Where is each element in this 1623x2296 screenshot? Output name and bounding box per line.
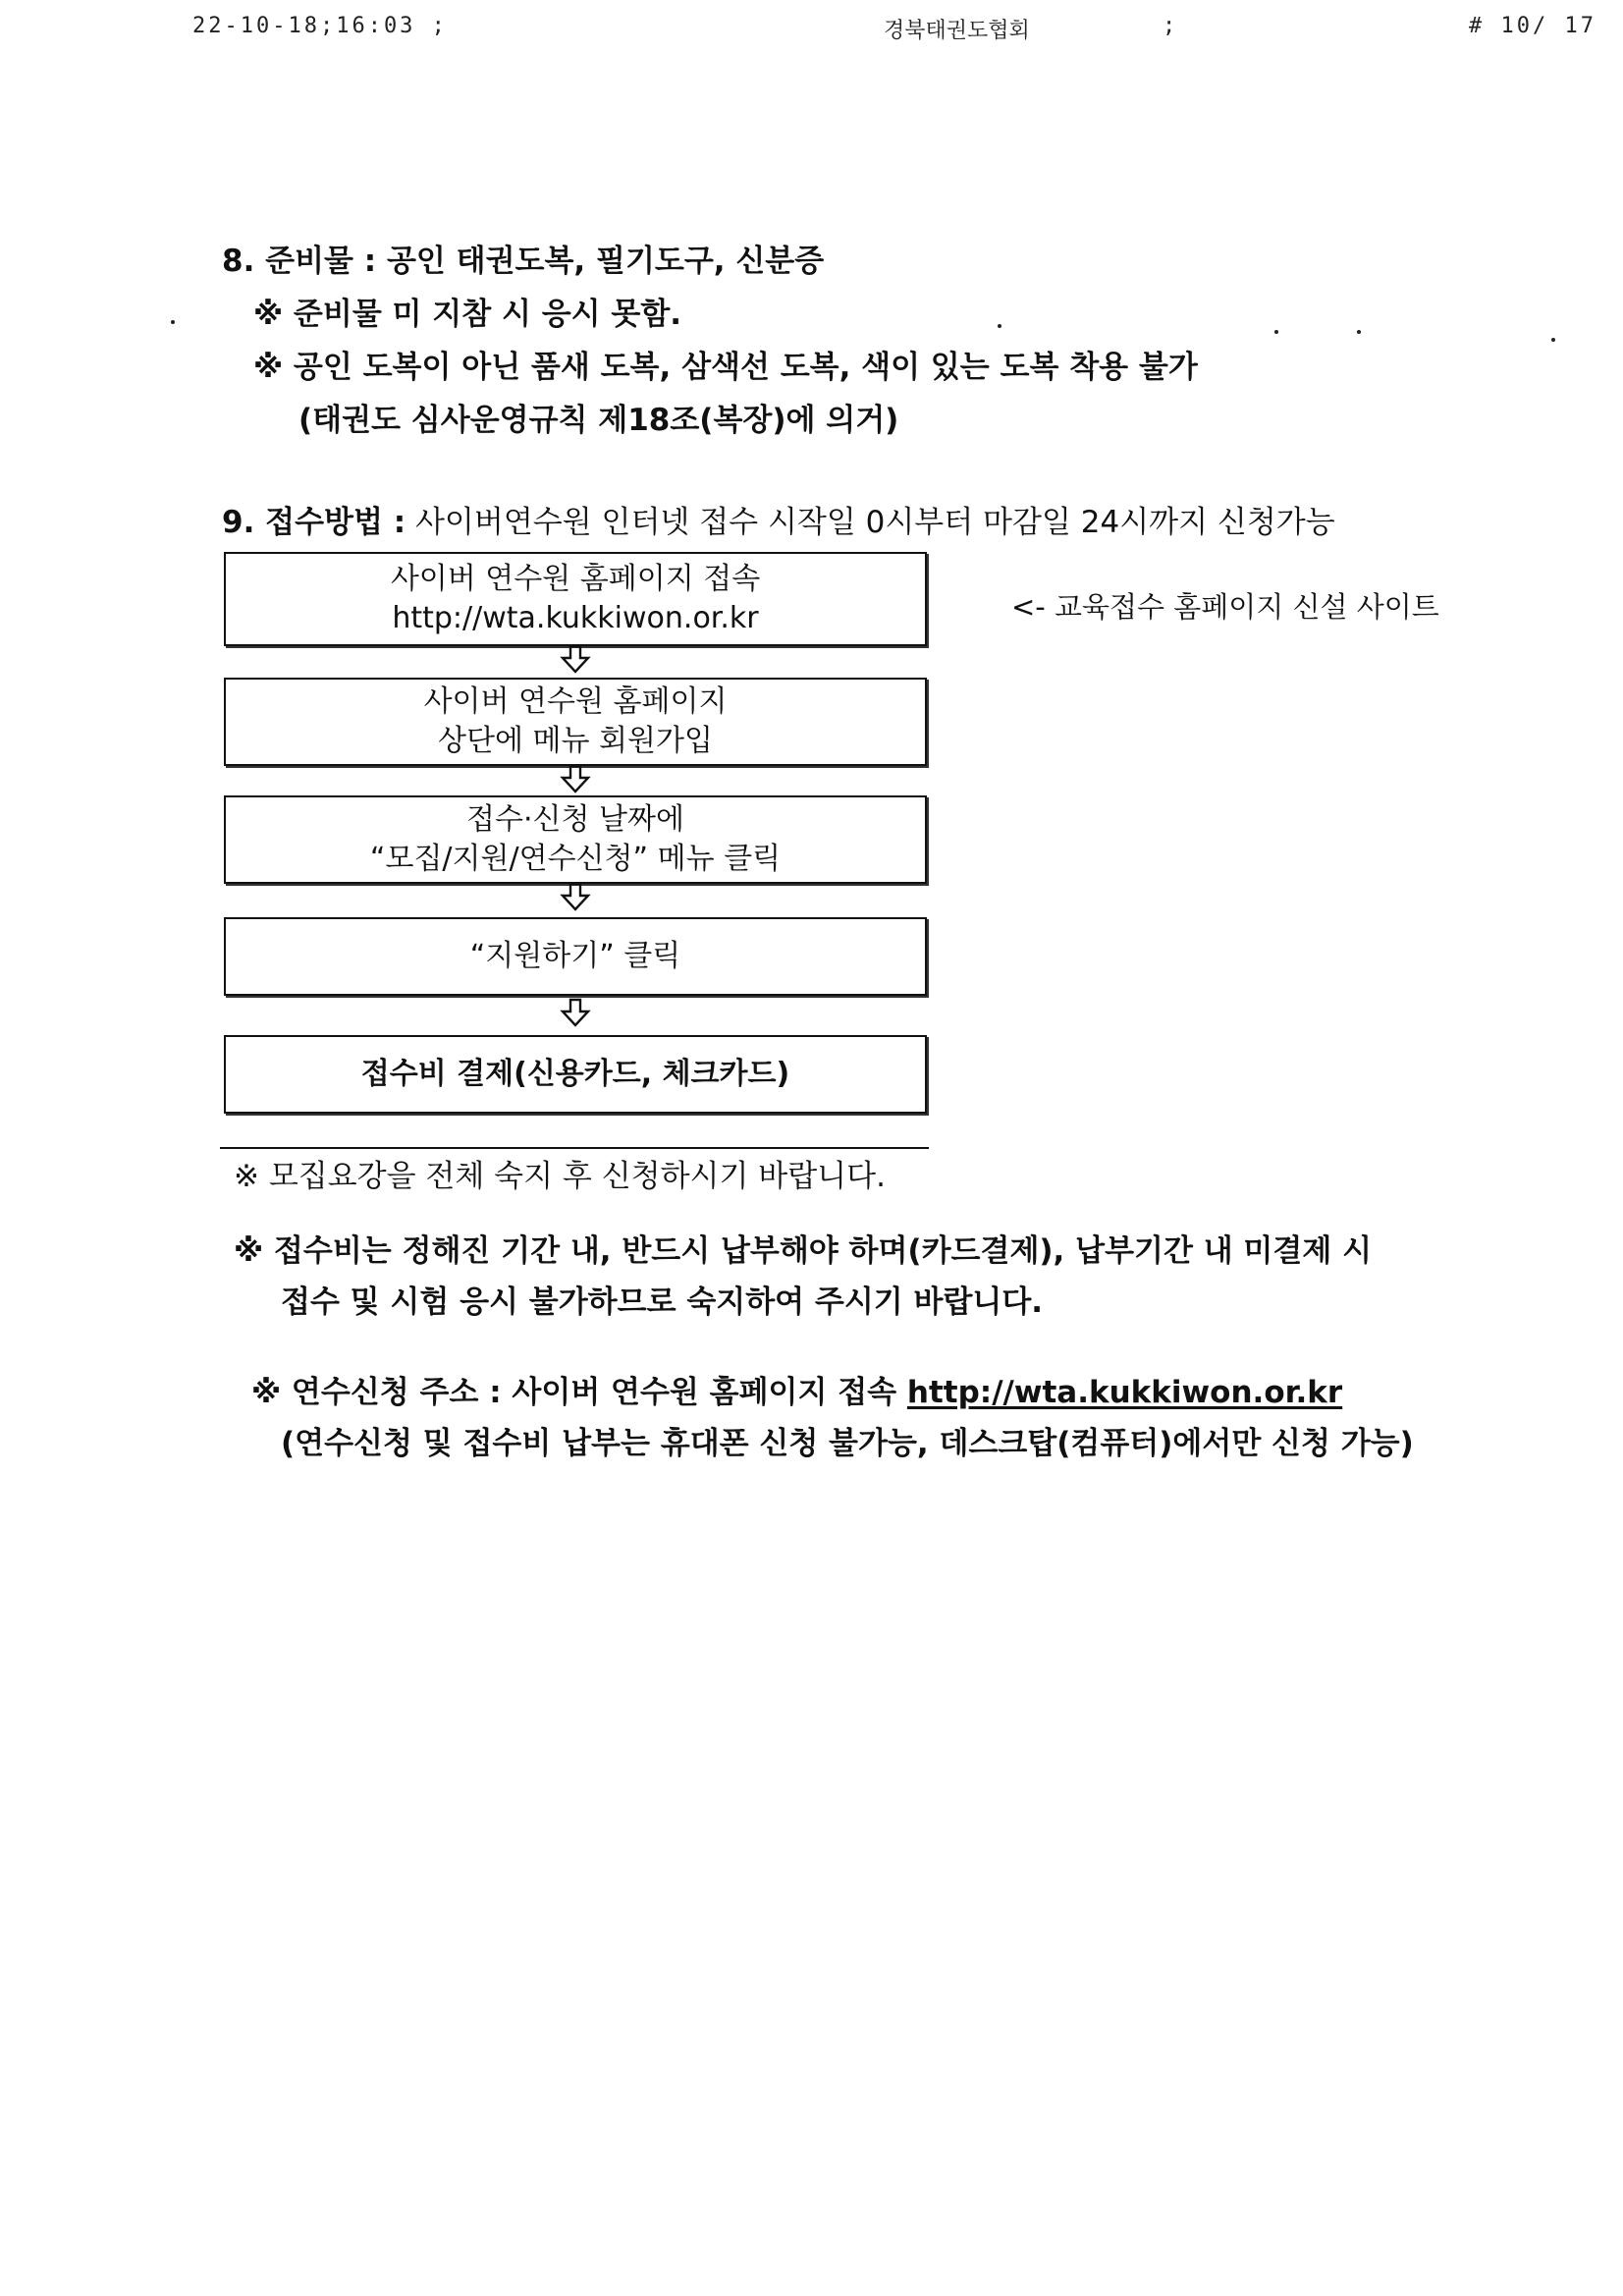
note-read-guidelines: ※ 모집요강을 전체 숙지 후 신청하시기 바랍니다. xyxy=(234,1159,886,1194)
note-apply-address-label: ※ 연수신청 주소 : 사이버 연수원 홈페이지 접속 xyxy=(251,1375,907,1410)
flow-step-3-line1: 접수·신청 날짜에 xyxy=(466,802,684,837)
section8-note-uniform: ※ 공인 도복이 아닌 품새 도복, 삼색선 도복, 색이 있는 도복 착용 불가 xyxy=(253,350,1198,385)
note-apply-device: (연수신청 및 접수비 납부는 휴대폰 신청 불가능, 데스크탑(컴퓨터)에서만 신청 가능) xyxy=(281,1426,1414,1461)
flow-step-2-line2: 상단에 메뉴 회원가입 xyxy=(438,724,713,758)
flow-step-4 xyxy=(224,917,927,996)
flow-step-1-url: http://wta.kukkiwon.or.kr xyxy=(392,601,759,635)
section9-title-text: 사이버연수원 인터넷 접수 시작일 0시부터 마감일 24시까지 신청가능 xyxy=(406,505,1335,540)
flow-step-5 xyxy=(224,1035,927,1114)
flow-step-1-line1: 사이버 연수원 홈페이지 접속 xyxy=(390,562,761,596)
note-apply-address xyxy=(251,1373,1342,1412)
divider xyxy=(220,1147,929,1149)
flow-step-5-line1: 접수비 결제(신용카드, 체크카드) xyxy=(360,1057,790,1091)
scan-speck xyxy=(1274,330,1278,334)
note-fee-payment-cont: 접수 및 시험 응시 불가하므로 숙지하여 주시기 바랍니다. xyxy=(281,1285,1044,1320)
note-fee-payment: ※ 접수비는 정해진 기간 내, 반드시 납부해야 하며(카드결제), 납부기간 내 미결제 시 xyxy=(234,1233,1373,1269)
section8-note-regulation: (태권도 심사운영규칙 제18조(복장)에 의거) xyxy=(298,403,899,438)
fax-page-number: # 10/ 17 xyxy=(1469,14,1596,38)
scan-speck xyxy=(1357,330,1361,334)
scan-speck xyxy=(1551,338,1555,342)
section9-title xyxy=(222,503,1335,542)
fax-separator: ; xyxy=(1163,14,1179,38)
hollow-down-arrow-icon xyxy=(560,882,591,911)
fax-datetime: 22-10-18;16:03 ; xyxy=(192,14,448,38)
hollow-down-arrow-icon xyxy=(560,764,591,793)
flow-step-2-line1: 사이버 연수원 홈페이지 xyxy=(423,684,728,719)
flow-step-3 xyxy=(224,795,927,884)
hollow-down-arrow-icon xyxy=(560,644,591,674)
flow-step-1 xyxy=(224,552,927,646)
section8-title: 8. 준비물 : 공인 태권도복, 필기도구, 신분증 xyxy=(222,244,825,279)
fax-header xyxy=(0,14,1623,53)
flow-step-2 xyxy=(224,678,927,766)
fax-sender: 경북태권도협회 xyxy=(884,19,1030,43)
scan-speck xyxy=(171,320,175,324)
apply-url-link[interactable]: http://wta.kukkiwon.or.kr xyxy=(906,1375,1343,1410)
flow-step-3-line2: “모집/지원/연수신청” 메뉴 클릭 xyxy=(369,842,782,876)
section9-title-label: 9. 접수방법 : xyxy=(222,505,406,540)
hollow-down-arrow-icon xyxy=(560,998,591,1027)
section8-note-materials: ※ 준비물 미 지참 시 응시 못함. xyxy=(253,297,682,332)
scan-speck xyxy=(998,324,1001,328)
new-site-note: <- 교육접수 홈페이지 신설 사이트 xyxy=(1011,590,1439,624)
flow-step-4-line1: “지원하기” 클릭 xyxy=(469,939,681,973)
